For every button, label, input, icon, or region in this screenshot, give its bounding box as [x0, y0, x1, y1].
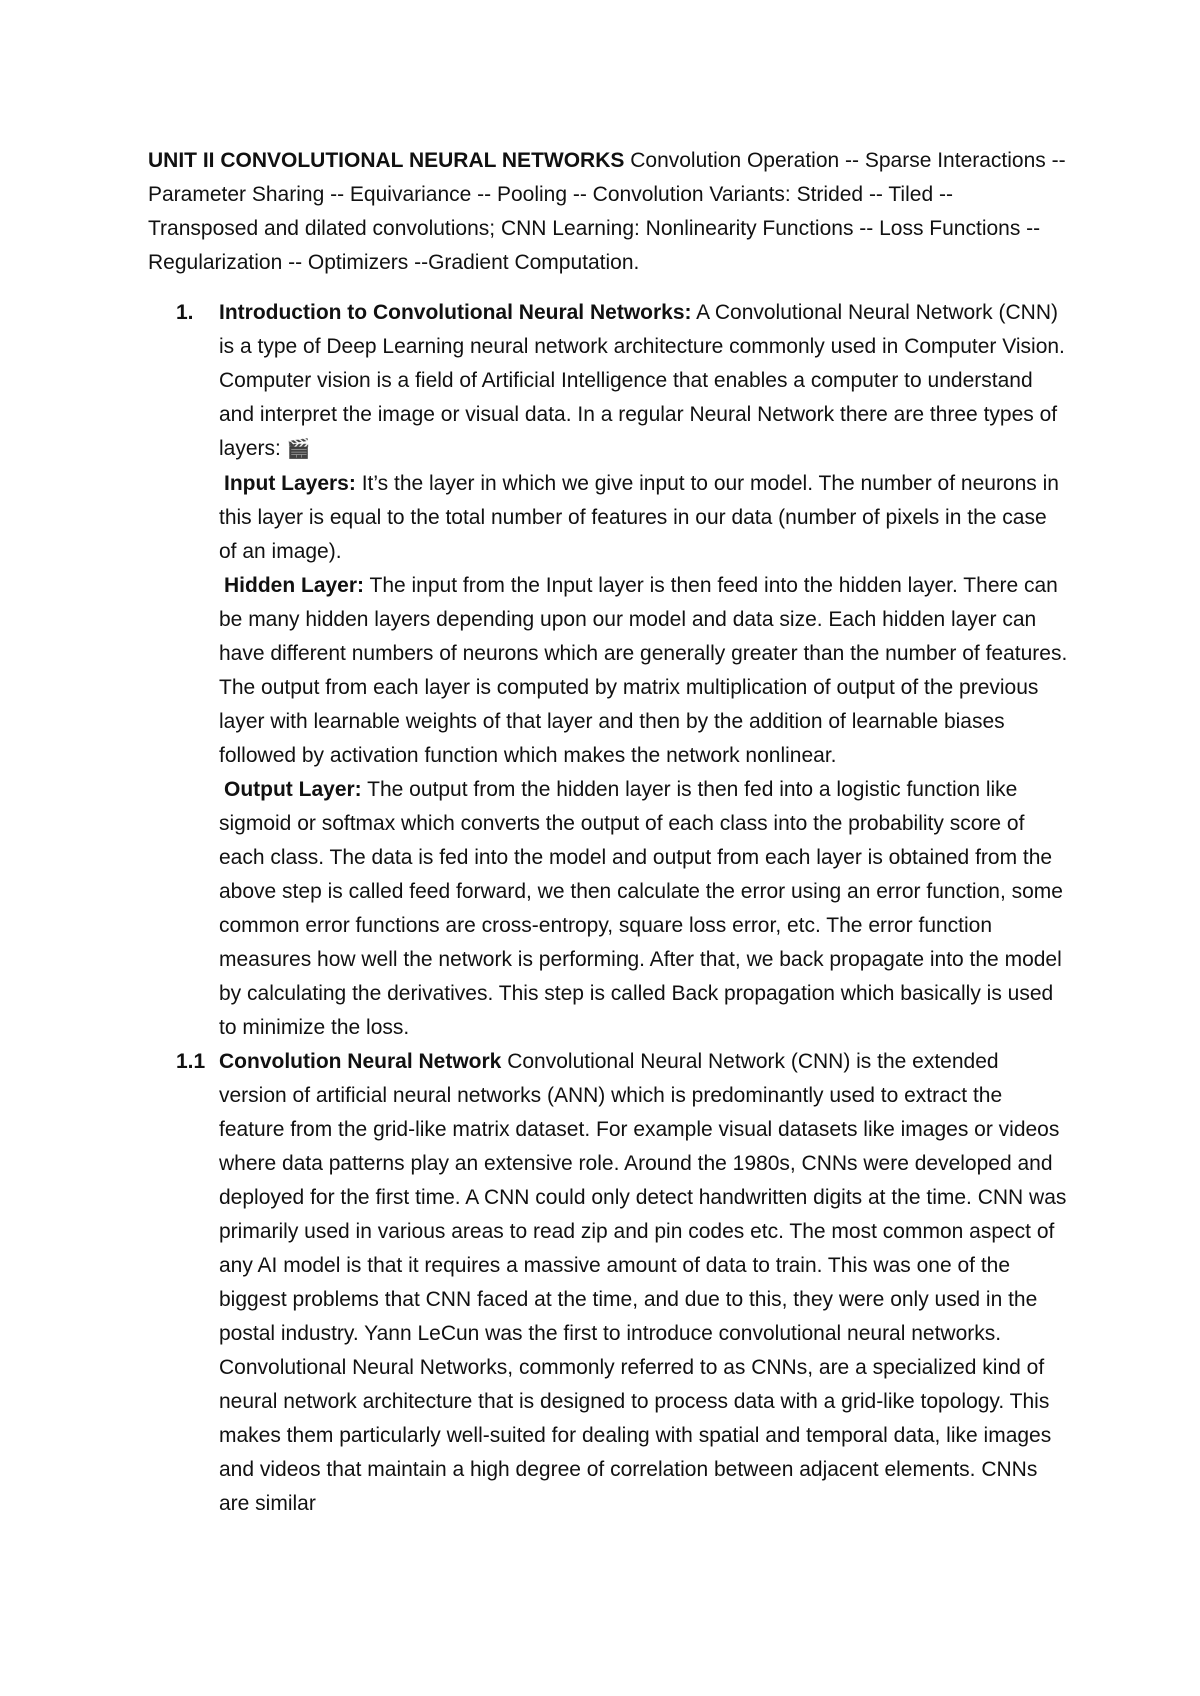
section-1-1	[148, 1045, 1068, 1521]
content-list	[148, 296, 1068, 1521]
section-1-1-heading: Convolution Neural Network	[219, 1050, 502, 1073]
input-layer-text: It’s the layer in which we give input to our model. The number of neurons in this layer is equal to the total number of features in our data (number of pixels in the case of an image).	[219, 472, 1059, 563]
section-1-text: A Convolutional Neural Network (CNN) is a type of Deep Learning neural network architecture commonly used in Computer Vision. Computer vision is a field of Artificial Intelligence that enables a computer to understand and interpret the image or visual data. In a regular Neural Network there are three types of layers:	[219, 301, 1065, 460]
output-layer-heading: Output Layer:	[224, 778, 362, 801]
unit-title: UNIT II CONVOLUTIONAL NEURAL NETWORKS	[148, 149, 625, 172]
input-layer-heading: Input Layers:	[224, 472, 356, 495]
hidden-layer-heading: Hidden Layer:	[224, 574, 365, 597]
section-1-number: 1.	[176, 301, 194, 324]
hidden-layer-paragraph	[148, 569, 1068, 773]
output-layer-paragraph	[148, 773, 1068, 1045]
input-layer-paragraph	[148, 467, 1068, 569]
section-1-1-number: 1.1	[176, 1050, 206, 1073]
section-1	[148, 296, 1068, 467]
unit-header	[148, 144, 1068, 280]
unit-topics: Convolution Operation -- Sparse Interactions -- Parameter Sharing -- Equivariance -- Pooling -- Convolution Variants: Strided -- Tiled -- Transposed and dilated convolutions; CNN Learning: Nonlinearity Functions -- Loss Functions -- Regularization -- Optimizers --Gradient Computation.	[148, 149, 1066, 274]
section-1-1-text: Convolutional Neural Network (CNN) is the extended version of artificial neural networks (ANN) which is predominantly used to extract the feature from the grid-like matrix dataset. For example visual datasets like images or videos where data patterns play an extensive role. Around the 1980s, CNNs were developed and deployed for the first time. A CNN could only detect handwritten digits at the time. CNN was primarily used in various areas to read zip and pin codes etc. The most common aspect of any AI model is that it requires a massive amount of data to train. This was one of the biggest problems that CNN faced at the time, and due to this, they were only used in the postal industry. Yann LeCun was the first to introduce convolutional neural networks. Convolutional Neural Networks, commonly referred to as CNNs, are a specialized kind of neural network architecture that is designed to process data with a grid-like topology. This makes them particularly well-suited for dealing with spatial and temporal data, like images and videos that maintain a high degree of correlation between adjacent elements. CNNs are similar	[219, 1050, 1067, 1515]
output-layer-text: The output from the hidden layer is then fed into a logistic function like sigmoid or softmax which converts the output of each class into the probability score of each class. The data is fed into the model and output from each layer is obtained from the above step is called feed forward, we then calculate the error using an error function, some common error functions are cross-entropy, square loss error, etc. The error function measures how well the network is performing. After that, we back propagate into the model by calculating the derivatives. This step is called Back propagation which basically is used to minimize the loss.	[219, 778, 1063, 1039]
clapperboard-icon: 🎬	[286, 439, 311, 460]
hidden-layer-text: The input from the Input layer is then feed into the hidden layer. There can be many hidden layers depending upon our model and data size. Each hidden layer can have different numbers of neurons which are generally greater than the number of features. The output from each layer is computed by matrix multiplication of output of the previous layer with learnable weights of that layer and then by the addition of learnable biases followed by activation function which makes the network nonlinear.	[219, 574, 1068, 767]
section-1-heading: Introduction to Convolutional Neural Networks:	[219, 301, 692, 324]
